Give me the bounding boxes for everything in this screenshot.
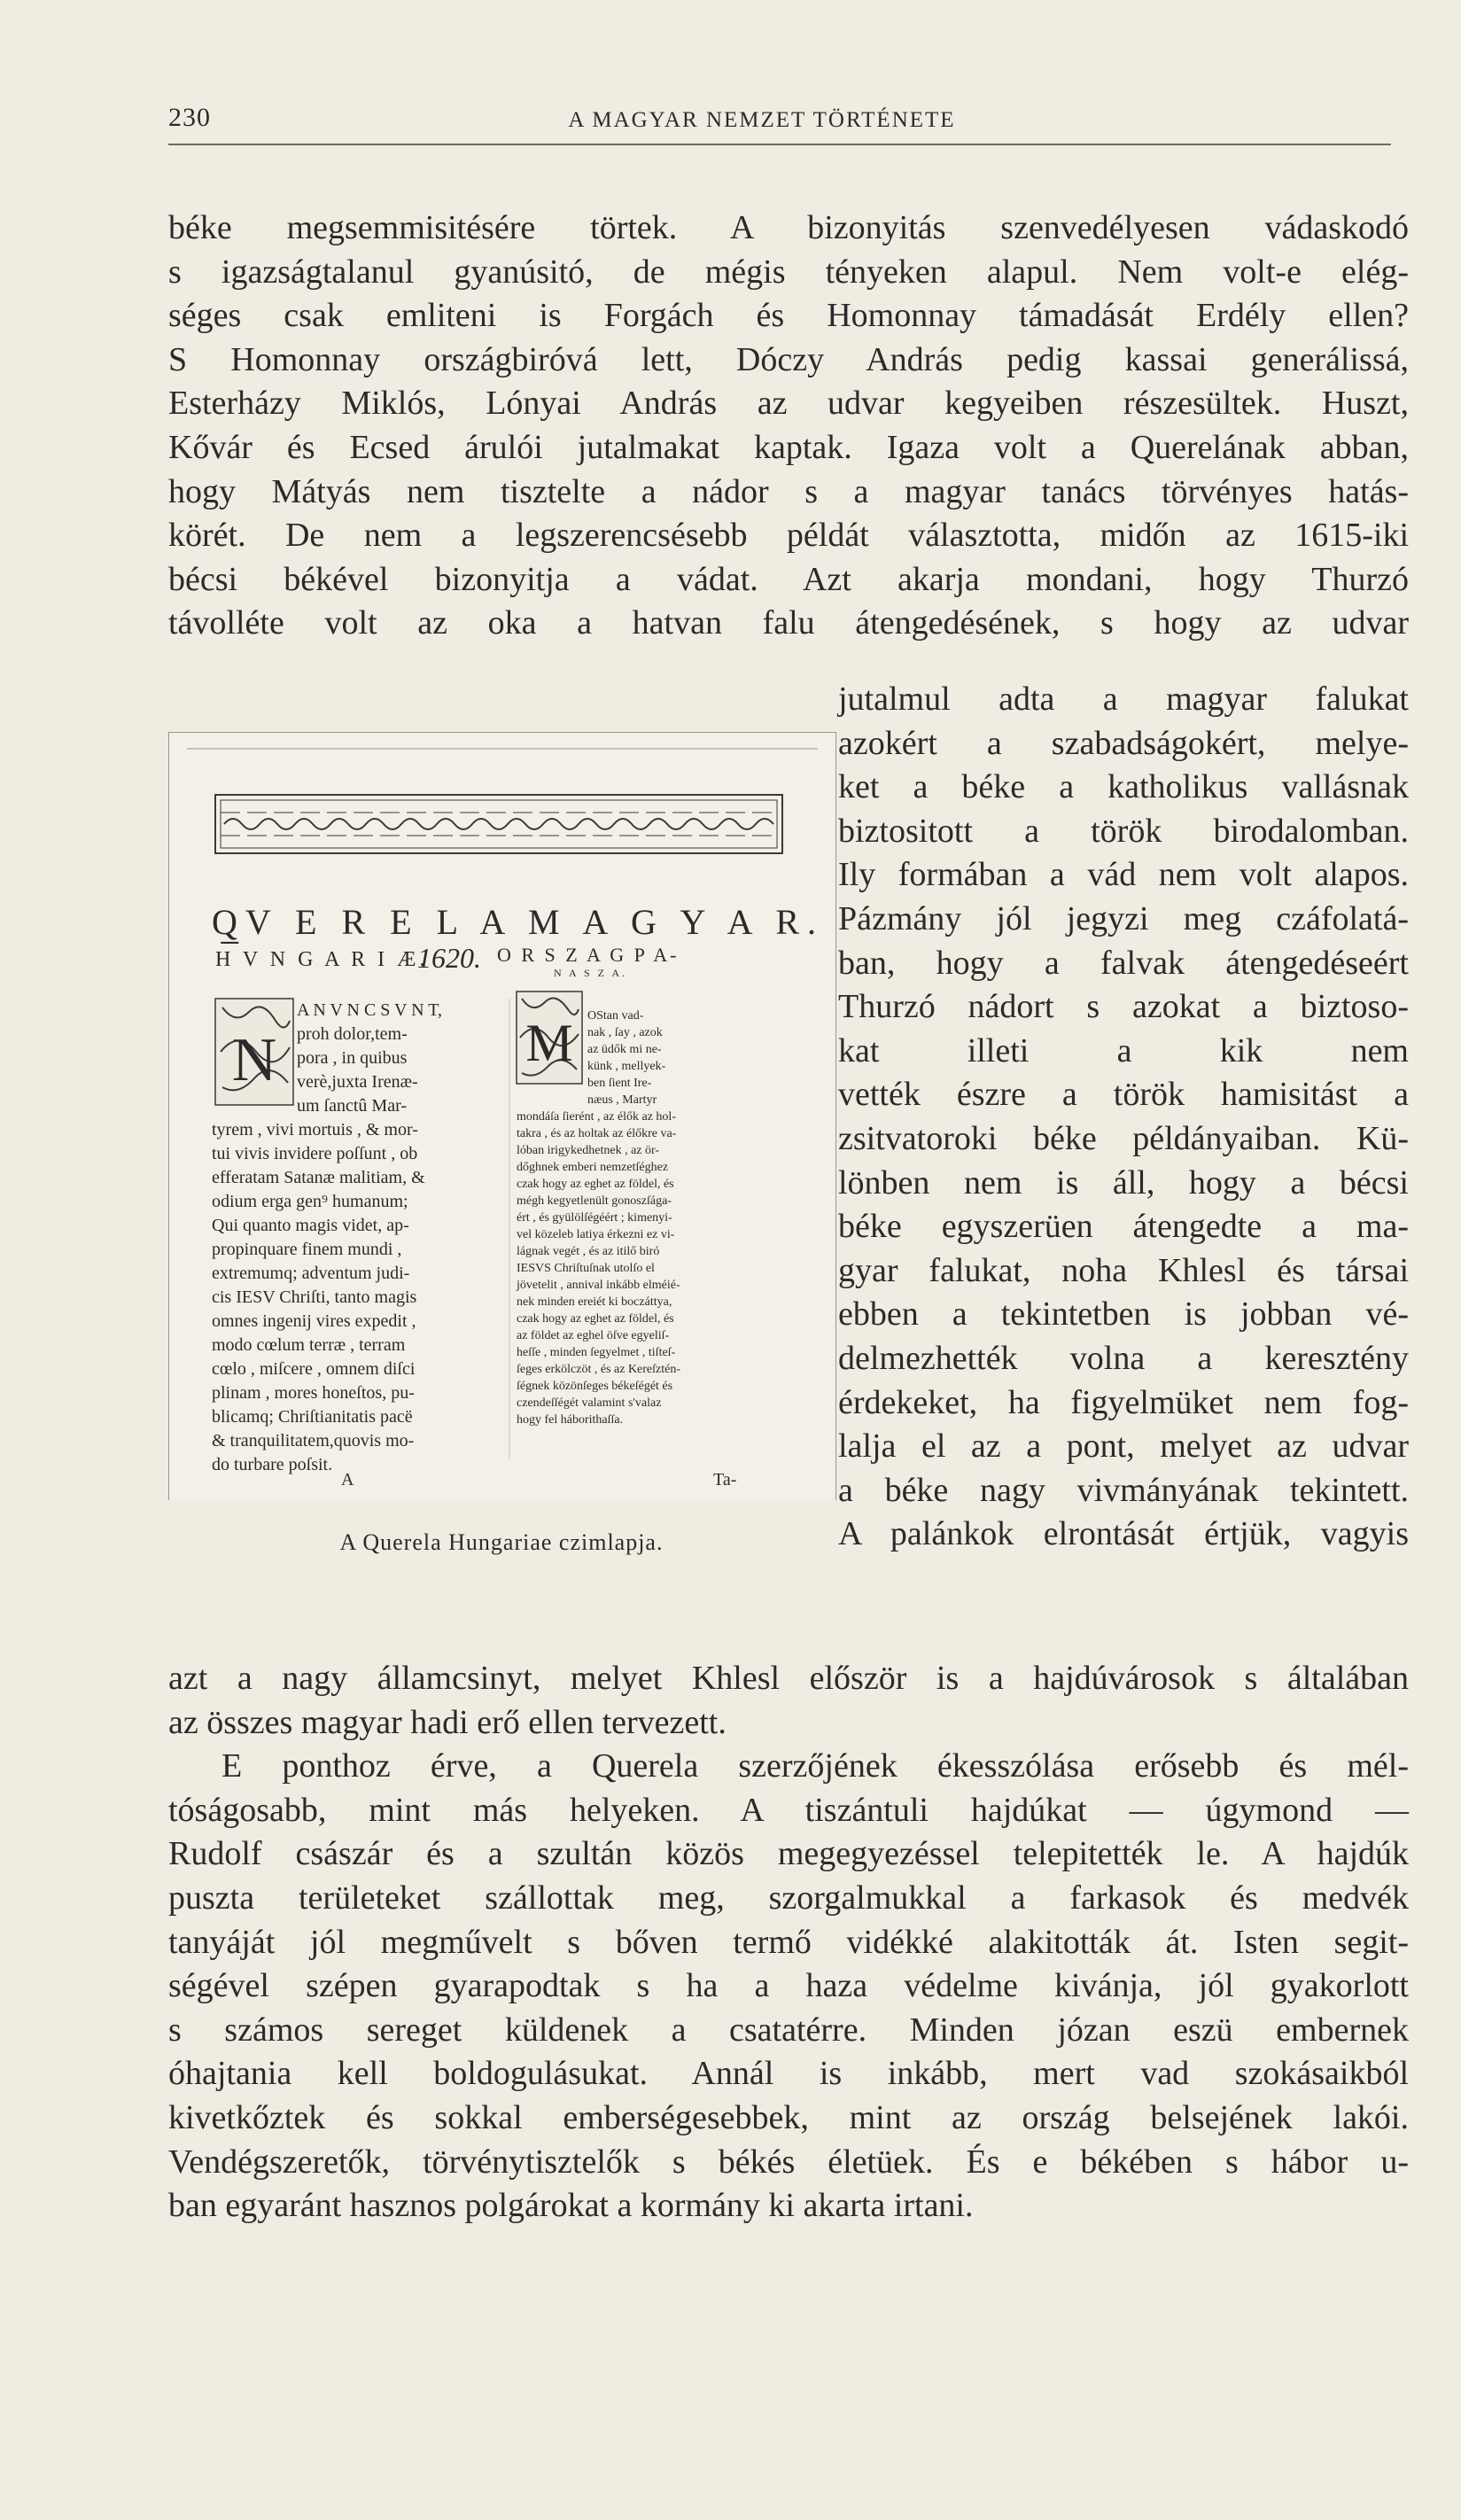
figure-text-line: efferatam Satanæ malitiam, & — [212, 1168, 425, 1187]
hungarian-catchword: Ta- — [713, 1470, 737, 1489]
page-number: 230 — [168, 103, 211, 132]
figure-text-line: nek minden ereiét ki boczáttya, — [517, 1295, 672, 1309]
text-line: béke egyszerüen átengedte a ma- — [838, 1208, 1409, 1246]
figure-text-line: az üdők mi ne- — [587, 1043, 662, 1056]
figure-text-line: IESVS Chriſtuſnak utolſo el — [517, 1262, 655, 1275]
figure-text-line: mondáſa ſierént , az élők az hol- — [517, 1110, 676, 1124]
svg-text:N: N — [231, 1026, 277, 1094]
text-line: ebben a tekintetben is jobban vé- — [838, 1295, 1409, 1334]
figure-text-line: künk , mellyek- — [587, 1060, 666, 1073]
text-line: delmezhették volna a keresztény — [838, 1340, 1409, 1377]
figure-text-line: Qui quanto magis videt, ap- — [212, 1216, 409, 1235]
text-line: s számos sereget küldenek a csatatérre. Minden józan eszü embernek — [168, 2011, 1409, 2049]
text-line: A palánkok elrontását értjük, vagyis — [838, 1515, 1409, 1553]
figure-text-line: tyrem , vivi mortuis , & mor- — [212, 1120, 418, 1139]
figure-text-line: blicamq; Chriſtianitatis pacë — [212, 1407, 413, 1427]
figure-text-line: lágnak vegét , és az itilő biró — [517, 1245, 660, 1258]
figure-subtitle-latin: H V N G A R I Æ. — [215, 948, 429, 971]
text-line: séges csak emliteni is Forgách és Homonnay támadását Erdély ellen? — [168, 297, 1409, 335]
figure-text-line: hogy fel háborithaſſa. — [517, 1413, 624, 1427]
figure-text-line: ben ſient Ire- — [587, 1077, 652, 1090]
svg-text:M: M — [525, 1014, 573, 1072]
figure-text-line: næus , Martyr — [587, 1093, 657, 1107]
text-line: ket a béke a katholikus vallásnak — [838, 768, 1409, 806]
text-line: Esterházy Miklós, Lónyai András az udvar kegyeiben részesültek. Huszt, — [168, 385, 1409, 423]
text-line: érdekeket, ha figyelmüket nem fog- — [838, 1383, 1409, 1421]
text-line: Rudolf császár és a szultán közös megegyezéssel telepitették le. A hajdúk — [168, 1835, 1409, 1873]
figure-text-line: nak , ſay , azok — [587, 1026, 663, 1039]
figure-text-line: vel közeleb latiya érkezni ez vi- — [517, 1228, 675, 1241]
figure-text-line: omnes ingenij vires expedit , — [212, 1311, 416, 1331]
text-line: S Homonnay országbiróvá lett, Dóczy András pedig kassai generálissá, — [168, 340, 1409, 378]
text-line: azokért a szabadságokért, melye- — [838, 724, 1409, 762]
text-line: az összes magyar hadi erő ellen tervezett. — [168, 1703, 727, 1741]
figure-title: Q̲V E R E L A M A G Y A R. — [212, 902, 825, 942]
text-line: Pázmány jól jegyzi meg czáfolatá- — [838, 900, 1409, 937]
figure-text-line: A N V N C S V N T, — [297, 1000, 442, 1020]
figure-text-line: pora , in quibus — [297, 1048, 408, 1068]
text-line: azt a nagy államcsinyt, melyet Khlesl először is a hajdúvárosok s általában — [168, 1660, 1409, 1697]
text-line: ban egyaránt hasznos polgárokat a kormány ki akarta irtani. — [168, 2187, 974, 2225]
text-line: körét. De nem a legszerencsésebb példát választotta, midőn az 1615-iki — [168, 517, 1409, 555]
text-line: vették észre a török hamisitást a — [838, 1076, 1409, 1114]
figure-text-line: czak hogy az eghet az földel, és — [517, 1312, 674, 1326]
figure-text-line: heſſe , minden ſegyelmet , tiſteſ- — [517, 1346, 676, 1359]
figure-text-line: az földet az eghel öſve egyeliſ- — [517, 1329, 670, 1342]
text-line: ségével szépen gyarapodtak s ha a haza védelme kivánja, jól gyakorlott — [168, 1967, 1409, 2005]
figure-text-line: takra , és az holtak az élőkre va- — [517, 1127, 677, 1140]
text-line: jutalmul adta a magyar falukat — [838, 681, 1409, 718]
text-line: béke megsemmisitésére törtek. A bizonyitás szenvedélyesen vádaskodó — [168, 209, 1409, 246]
figure-subtitle-hungarian-2: N A S Z A. — [554, 967, 628, 979]
text-line: lalja el az a pont, melyet az udvar — [838, 1427, 1409, 1466]
text-line: Kővár és Ecsed árulói jutalmakat kaptak. Igaza volt a Querelának abban, — [168, 429, 1409, 466]
figure-text-line: jövetelit , annival inkább elméié- — [517, 1279, 680, 1292]
title-page-figure — [168, 732, 835, 1572]
figure-text-line: um ſanctû Mar- — [297, 1096, 408, 1116]
text-line: lönben nem is áll, hogy a bécsi — [838, 1163, 1409, 1202]
latin-catchword: A — [341, 1470, 354, 1489]
text-line: bécsi békével bizonyitja a vádat. Azt akarja mondani, hogy Thurzó — [168, 560, 1409, 598]
text-line: tanyáját jól megművelt s bőven termő vidékké alakitották át. Isten segit- — [168, 1923, 1409, 1961]
text-line: s igazságtalanul gyanúsitó, de mégis tényeken alapul. Nem volt-e elég- — [168, 253, 1409, 291]
text-line: ban, hogy a falvak átengedéseért — [838, 944, 1409, 982]
figure-text-line: dőghnek emberi nemzetſéghez — [517, 1161, 669, 1174]
text-line: tóságosabb, mint más helyeken. A tiszántuli hajdúkat — úgymond — — [168, 1791, 1409, 1829]
figure-text-line: OStan vad- — [587, 1009, 644, 1023]
running-title: A MAGYAR NEMZET TÖRTÉNETE — [568, 108, 956, 132]
text-line: távolléte volt az oka a hatvan falu átengedésének, s hogy az udvar — [168, 604, 1409, 642]
figure-text-line: ért , és gyülölſégéért ; kimenyi- — [517, 1211, 672, 1225]
text-line: E ponthoz érve, a Querela szerzőjének ékesszólása erősebb és mél- — [221, 1747, 1409, 1785]
latin-text-column — [212, 999, 504, 1477]
figure-subtitle-hungarian: O R S Z A G P A- — [497, 944, 680, 966]
figure-text-line: czak hogy az eghet az földel, és — [517, 1178, 674, 1191]
text-line: kat illeti a kik nem — [838, 1031, 1409, 1069]
figure-text-line: cœlo , miſcere , omnem diſci — [212, 1359, 416, 1379]
text-line: zsitvatoroki béke példányaiban. Kü- — [838, 1120, 1409, 1157]
figure-text-line: tui vivis invidere poſſunt , ob — [212, 1144, 418, 1163]
figure-text-line: extremumq; adventum judi- — [212, 1264, 410, 1283]
figure-text-line: verè,juxta Irenæ- — [297, 1072, 418, 1092]
figure-year: 1620. — [417, 942, 481, 974]
figure-text-line: mégh kegyetlenült gonoszſága- — [517, 1194, 672, 1208]
text-line: Thurzó nádort s azokat a biztoso- — [838, 988, 1409, 1026]
text-line: biztositott a török birodalomban. — [838, 812, 1409, 850]
figure-text-line: proh dolor,tem- — [297, 1024, 408, 1044]
figure-text-line: propinquare finem mundi , — [212, 1240, 402, 1259]
text-line: Vendégszeretők, törvénytisztelők s békés életüek. És e békében s hábor u- — [168, 2143, 1409, 2181]
figure-text-line: plinam , mores honeſtos, pu- — [212, 1383, 415, 1403]
text-line: hogy Mátyás nem tisztelte a nádor s a magyar tanács törvényes hatás- — [168, 472, 1409, 510]
figure-text-line: ſégnek közönſeges békeſégét és — [517, 1380, 673, 1393]
figure-text-line: cis IESV Chriſti, tanto magis — [212, 1287, 417, 1307]
text-line: óhajtania kell boldogulásukat. Annál is inkább, mert vad szokásaikból — [168, 2055, 1409, 2093]
page-header — [168, 99, 1391, 145]
figure-text-line: czendeſſégét valamint s'valaz — [517, 1396, 662, 1410]
figure-text-line: modo cœlum terræ , terram — [212, 1335, 406, 1355]
figure-text-line: ſeges erkölczöt , és az Kereſztén- — [517, 1363, 681, 1376]
text-line: puszta területeket szállottak meg, szorgalmukkal a farkasok és medvék — [168, 1879, 1409, 1917]
ornamental-band-icon — [215, 795, 782, 853]
figure-text-line: odium erga gen⁹ humanum; — [212, 1192, 408, 1211]
text-line: gyar falukat, noha Khlesl és társai — [838, 1251, 1409, 1289]
text-line: kivetkőztek és sokkal emberségesebbek, mint az ország belsejének lakói. — [168, 2099, 1409, 2136]
figure-text-line: do turbare poſsit. — [212, 1455, 333, 1474]
figure-text-line: & tranquilitatem,quovis mo- — [212, 1431, 415, 1451]
figure-frame — [168, 732, 836, 1500]
figure-caption: A Querela Hungariae czimlapja. — [339, 1529, 664, 1555]
text-line: a béke nagy vivmányának tekintett. — [838, 1471, 1409, 1509]
text-line: Ily formában a vád nem volt alapos. — [838, 856, 1409, 894]
figure-text-line: lóban irigykedhetnek , az ör- — [517, 1144, 660, 1157]
hungarian-text-column — [517, 1007, 782, 1428]
